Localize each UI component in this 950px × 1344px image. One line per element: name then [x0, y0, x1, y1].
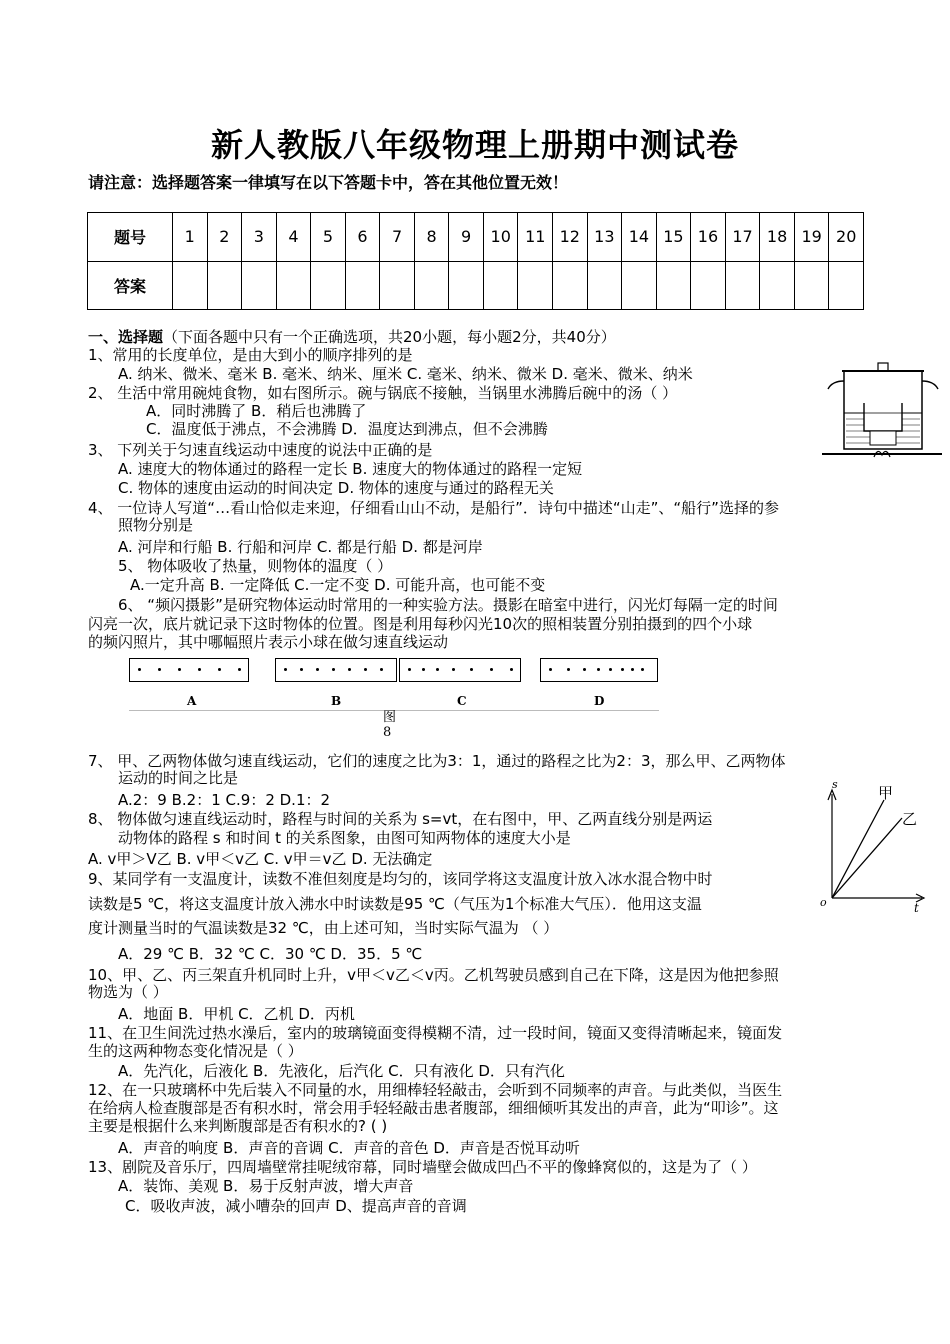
question-number-cell: 6	[345, 213, 380, 262]
ball-dot	[316, 668, 319, 671]
q6-stem-3: 的频闪照片，其中哪幅照片表示小球在做匀速直线运动	[88, 633, 449, 651]
q8-options: A. v甲＞V乙 B. v甲＜v乙 C. v甲＝v乙 D. 无法确定	[88, 850, 433, 868]
question-number-cell: 4	[276, 213, 311, 262]
q4-options: A. 河岸和行船 B. 行船和河岸 C. 都是行船 D. 都是河岸	[118, 538, 483, 556]
ball-dot	[300, 668, 303, 671]
origin-label: o	[820, 896, 827, 909]
row-header-answer: 答案	[88, 261, 173, 310]
q11-stem-1: 11、在卫生间洗过热水澡后，室内的玻璃镜面变得模糊不清，过一段时间，镜面又变得清晰起来，镜面发	[88, 1024, 783, 1042]
q3-options-2: C. 物体的速度由运动的时间决定 D. 物体的速度与通过的路程无关	[118, 479, 554, 497]
section-title: 一、选择题	[88, 328, 164, 346]
frame-label-c: C	[457, 694, 467, 708]
q7-stem-2: 运动的时间之比是	[118, 769, 239, 787]
ball-dot	[422, 668, 425, 671]
ball-dot	[452, 668, 455, 671]
question-number-cell: 11	[518, 213, 553, 262]
q10-options: A．地面 B．甲机 C．乙机 D．丙机	[118, 1005, 355, 1023]
q12-stem-3: 主要是根据什么来判断腹部是否有积水的? ( )	[88, 1117, 388, 1135]
section-note: （下面各题中只有一个正确选项，共20小题，每小题2分，共40分）	[163, 328, 616, 346]
question-number-cell: 14	[622, 213, 657, 262]
row-header-number: 题号	[88, 213, 173, 262]
answer-cell[interactable]	[656, 261, 691, 310]
answer-cell[interactable]	[760, 261, 795, 310]
question-number-cell: 18	[760, 213, 795, 262]
question-number-cell: 12	[553, 213, 588, 262]
q5-options: A.一定升高 B. 一定降低 C.一定不变 D. 可能升高，也可能不变	[130, 576, 546, 594]
q12-stem-2: 在给病人检查腹部是否有积水时，常会用手轻轻敲击患者腹部，细细倾听其发出的声音，此为“叩诊”。这	[88, 1099, 779, 1117]
q7-stem-1: 7、 甲、乙两物体做匀速直线运动，它们的速度之比为3：1，通过的路程之比为2：3，那么甲、乙两物体	[88, 752, 786, 770]
ball-dot	[332, 668, 335, 671]
question-number-cell: 1	[173, 213, 208, 262]
question-number-cell: 15	[656, 213, 691, 262]
answer-cell[interactable]	[725, 261, 760, 310]
q3-options-1: A. 速度大的物体通过的路程一定长 B. 速度大的物体通过的路程一定短	[118, 460, 583, 478]
q2-stem: 2、 生活中常用碗炖食物，如右图所示。碗与锅底不接触，当锅里水沸腾后碗中的汤（ ）	[88, 384, 678, 402]
question-number-cell: 2	[207, 213, 242, 262]
q3-stem: 3、 下列关于匀速直线运动中速度的说法中正确的是	[88, 441, 433, 459]
q7-options: A.2：9 B.2：1 C.9：2 D.1：2	[118, 791, 331, 809]
ball-dot	[631, 668, 634, 671]
q5-stem: 5、 物体吸收了热量，则物体的温度（ ）	[118, 557, 393, 575]
question-number-cell: 13	[587, 213, 622, 262]
question-number-cell: 19	[794, 213, 829, 262]
answer-cell[interactable]	[173, 261, 208, 310]
question-number-cell: 17	[725, 213, 760, 262]
q11-stem-2: 生的这两种物态变化情况是（ ）	[88, 1042, 303, 1060]
ball-dot	[408, 668, 411, 671]
answer-cell[interactable]	[829, 261, 864, 310]
ball-dot	[490, 668, 493, 671]
ball-dot	[178, 668, 181, 671]
answer-cell[interactable]	[380, 261, 415, 310]
q9-stem-3: 度计测量当时的气温读数是32 ℃，由上述可知，当时实际气温为 （ ）	[88, 919, 559, 937]
q12-stem-1: 12、在一只玻璃杯中先后装入不同量的水，用细棒轻轻敲击，会听到不同频率的声音。与此类似，当医生	[88, 1081, 783, 1099]
ball-dot	[348, 668, 351, 671]
question-number-cell: 5	[311, 213, 346, 262]
ball-dot	[609, 668, 612, 671]
answer-cell[interactable]	[518, 261, 553, 310]
frame-b	[275, 658, 397, 682]
section-heading	[88, 328, 616, 347]
q6-stem-1: 6、 “频闪摄影”是研究物体运动时常用的一种实验方法。摄影在暗室中进行，闪光灯每隔一定的时间	[118, 596, 778, 614]
line-jia	[832, 800, 884, 898]
q6-stem-2: 闪亮一次，底片就记录下这时物体的位置。图是利用每秒闪光10次的照相装置分别拍摄到的四个小球	[88, 615, 753, 633]
frame-a	[129, 658, 249, 682]
ball-dot	[470, 668, 473, 671]
ball-dot	[567, 668, 570, 671]
ball-dot	[138, 668, 141, 671]
page-title: 新人教版八年级物理上册期中测试卷	[210, 126, 739, 164]
question-number-cell: 20	[829, 213, 864, 262]
ball-dot	[621, 668, 624, 671]
question-number-cell: 16	[691, 213, 726, 262]
q2-options-2: C．温度低于沸点，不会沸腾 D．温度达到沸点，但不会沸腾	[146, 420, 548, 438]
ball-dot	[436, 668, 439, 671]
answer-cell[interactable]	[794, 261, 829, 310]
answer-cell[interactable]	[691, 261, 726, 310]
answer-cell[interactable]	[483, 261, 518, 310]
answer-cell[interactable]	[345, 261, 380, 310]
q8-stem-2: 动物体的路程 s 和时间 t 的关系图象，由图可知两物体的速度大小是	[118, 829, 571, 847]
ball-dot	[284, 668, 287, 671]
answer-cell[interactable]	[414, 261, 449, 310]
q1-stem: 1、常用的长度单位，是由大到小的顺序排列的是	[88, 346, 413, 364]
frame-d	[540, 658, 658, 682]
answer-cell[interactable]	[449, 261, 484, 310]
q9-stem-1: 9、某同学有一支温度计，读数不准但刻度是均匀的，该同学将这支温度计放入冰水混合物中时	[88, 870, 713, 888]
notice: 请注意：选择题答案一律填写在以下答题卡中，答在其他位置无效！	[88, 173, 569, 192]
q2-options-1: A．同时沸腾了 B．稍后也沸腾了	[146, 402, 367, 420]
q13-options-2: C．吸收声波，减小嘈杂的回声 D、提高声音的音调	[125, 1197, 467, 1215]
ball-dot	[364, 668, 367, 671]
q8-stem-1: 8、 物体做匀速直线运动时，路程与时间的关系为 s=vt，在右图中，甲、乙两直线分别是两运	[88, 810, 713, 828]
ball-dot	[198, 668, 201, 671]
q13-options-1: A．装饰、美观 B．易于反射声波，增大声音	[118, 1177, 414, 1195]
answer-cell[interactable]	[207, 261, 242, 310]
yi-label: 乙	[902, 810, 918, 828]
jia-label: 甲	[878, 784, 894, 802]
answer-row	[88, 261, 864, 310]
question-number-row	[88, 213, 864, 262]
ball-dot	[218, 668, 221, 671]
q9-stem-2: 读数是5 ℃，将这支温度计放入沸水中时读数是95 ℃（气压为1个标准大气压）．他用这支温	[88, 895, 702, 913]
question-number-cell: 10	[483, 213, 518, 262]
ball-dot	[238, 668, 241, 671]
ball-dot	[641, 668, 644, 671]
s-t-graph	[818, 780, 928, 915]
axis-t-label: t	[914, 901, 919, 915]
answer-cell[interactable]	[242, 261, 277, 310]
ball-dot	[549, 668, 552, 671]
answer-cell[interactable]	[311, 261, 346, 310]
frame-label-d: D	[594, 694, 605, 708]
ball-dot	[380, 668, 383, 671]
question-number-cell: 3	[242, 213, 277, 262]
q4-stem-1: 4、 一位诗人写道“…看山恰似走来迎，仔细看山山不动，是船行”．诗句中描述“山走”、“船行”选择的参	[88, 499, 779, 517]
q13-stem: 13、剧院及音乐厅，四周墙壁常挂呢绒帘幕，同时墙壁会做成凹凸不平的像蜂窝似的，这是为了（ ）	[88, 1158, 757, 1176]
answer-cell[interactable]	[622, 261, 657, 310]
figure-caption: 图 8	[383, 710, 397, 740]
ball-dot	[510, 668, 513, 671]
frame-label-b: B	[331, 694, 342, 708]
question-number-cell: 7	[380, 213, 415, 262]
q4-stem-2: 照物分别是	[118, 516, 194, 534]
frame-label-a: A	[187, 694, 197, 708]
q12-options: A．声音的响度 B．声音的音调 C．声音的音色 D．声音是否悦耳动听	[118, 1139, 580, 1157]
question-number-cell: 8	[414, 213, 449, 262]
q9-options: A．29 ℃ B．32 ℃ C．30 ℃ D．35．5 ℃	[118, 945, 423, 963]
answer-cell[interactable]	[276, 261, 311, 310]
answer-sheet-table	[87, 212, 864, 310]
ball-dot	[597, 668, 600, 671]
frame-c	[399, 658, 521, 682]
answer-cell[interactable]	[587, 261, 622, 310]
q1-options: A. 纳米、微米、毫米 B. 毫米、纳米、厘米 C. 毫米、纳米、微米 D. 毫米、微米、纳米	[118, 365, 693, 383]
question-number-cell: 9	[449, 213, 484, 262]
ball-dot	[158, 668, 161, 671]
q10-stem-2: 物选为（ ）	[88, 983, 168, 1001]
pot-bowl-figure	[822, 355, 942, 460]
answer-cell[interactable]	[553, 261, 588, 310]
q10-stem-1: 10、甲、乙、丙三架直升机同时上升，v甲＜v乙＜v丙。乙机驾驶员感到自己在下降，这是因为他把参照	[88, 966, 779, 984]
axis-s-label: s	[832, 780, 838, 791]
q11-options: A．先汽化，后液化 B．先液化，后汽化 C．只有液化 D．只有汽化	[118, 1062, 565, 1080]
line-yi	[832, 818, 902, 898]
ball-dot	[583, 668, 586, 671]
